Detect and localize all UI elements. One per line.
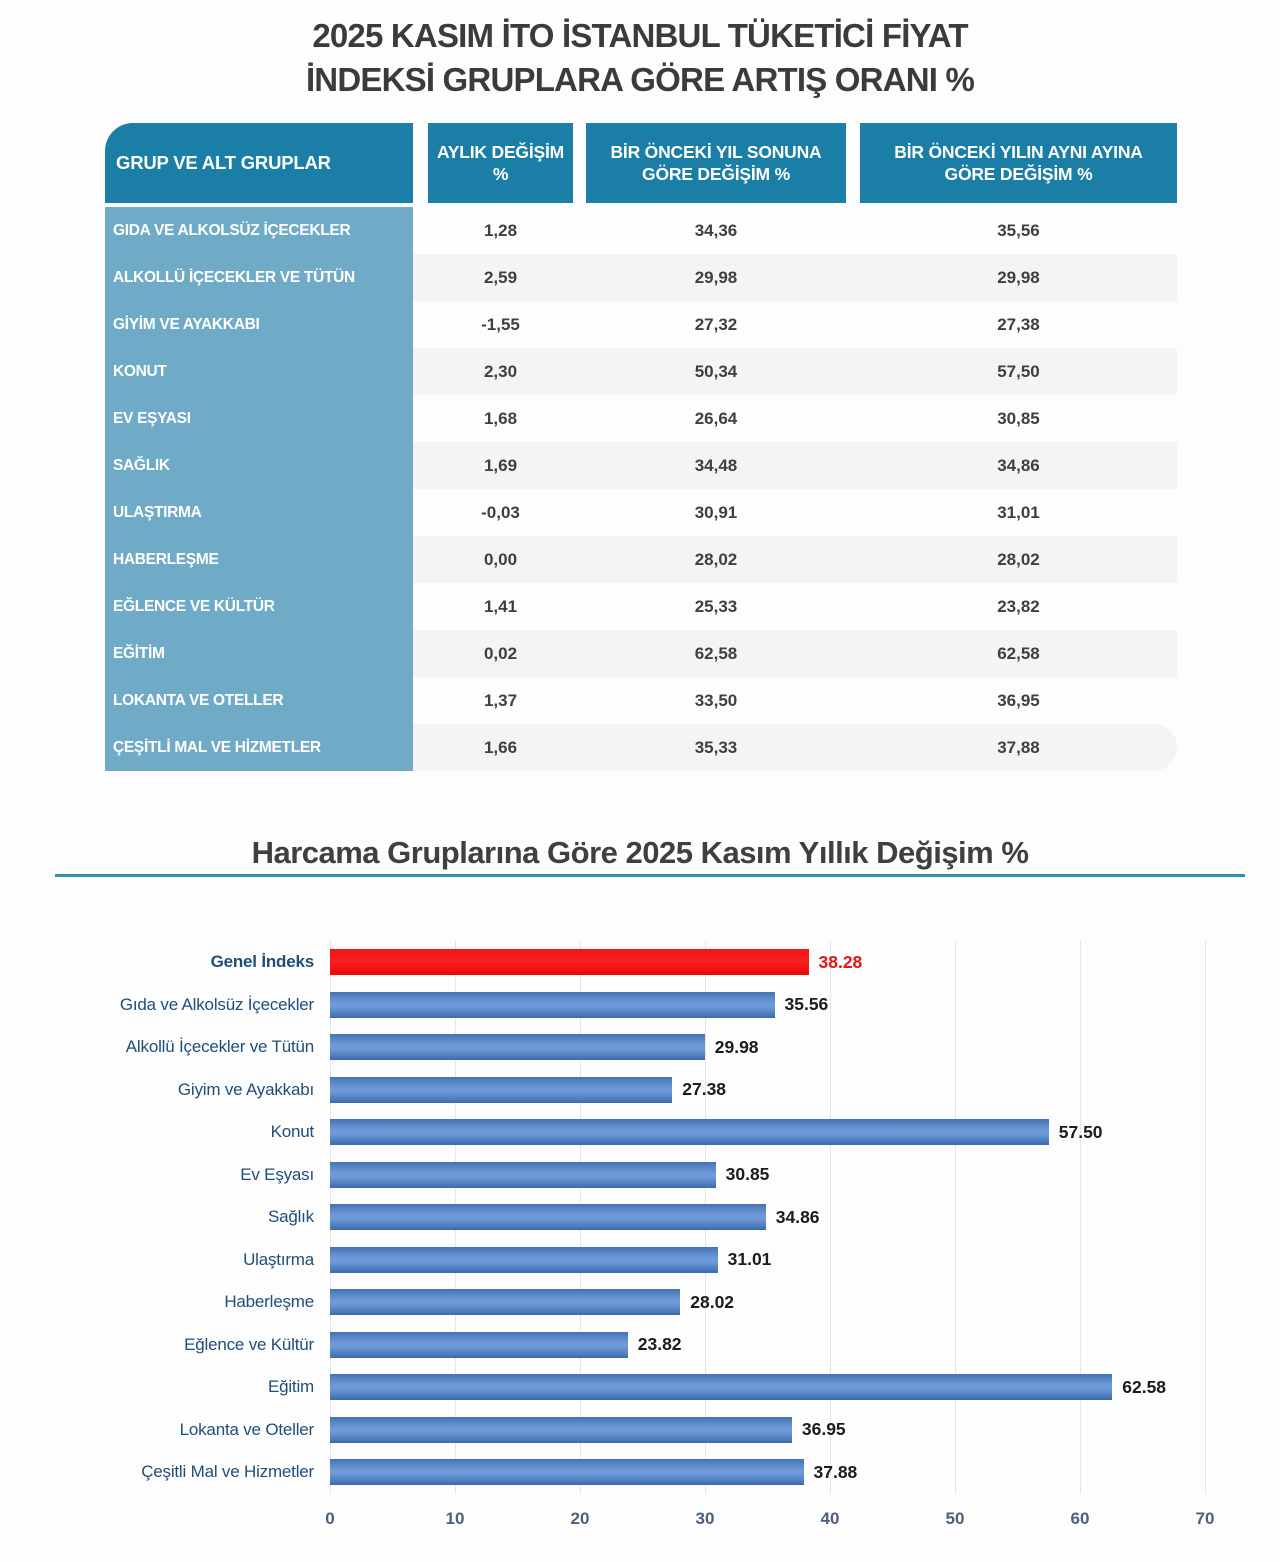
chart-plot-cell (330, 1324, 1205, 1367)
row-label: EĞLENCE VE KÜLTÜR (105, 583, 413, 630)
chart-row (15, 1154, 1265, 1197)
cell-yoy: 57,50 (997, 361, 1040, 381)
col-header-group: GRUP VE ALT GRUPLAR (105, 123, 413, 203)
cell-ytd: 28,02 (694, 549, 738, 569)
chart-bar (330, 949, 809, 975)
cell-ytd: 33,50 (694, 690, 738, 710)
chart-category-label: Eğlence ve Kültür (184, 1334, 314, 1354)
chart-rows (15, 941, 1265, 1494)
x-axis-tick-label: 20 (570, 1508, 590, 1528)
row-values (413, 254, 1177, 301)
row-label: EV EŞYASI (105, 395, 413, 442)
chart-category-label: Haberleşme (224, 1292, 314, 1312)
cell-ytd: 50,34 (694, 361, 738, 381)
table-row (105, 630, 1177, 677)
chart-plot-cell (330, 1111, 1205, 1154)
row-label: GİYİM VE AYAKKABI (105, 301, 413, 348)
cell-monthly: -1,55 (481, 314, 520, 334)
chart-value-label: 34.86 (775, 1206, 820, 1227)
page-title-line2: İNDEKSİ GRUPLARA GÖRE ARTIŞ ORANI % (305, 61, 975, 99)
chart-bar (330, 1247, 718, 1273)
row-label: HABERLEŞME (105, 536, 413, 583)
chart-value-label: 30.85 (725, 1164, 770, 1185)
chart-plot-cell (330, 1196, 1205, 1239)
chart-bar (330, 1289, 680, 1315)
cell-ytd: 26,64 (694, 408, 738, 428)
table-row (105, 677, 1177, 724)
table-row (105, 442, 1177, 489)
cell-yoy: 23,82 (997, 596, 1040, 616)
row-label: SAĞLIK (105, 442, 413, 489)
chart-value-label: 23.82 (637, 1334, 682, 1355)
cell-monthly: 0,00 (483, 549, 518, 569)
chart-plot-cell (330, 1409, 1205, 1452)
cell-yoy: 34,86 (997, 455, 1040, 475)
chart-bar (330, 1119, 1049, 1145)
x-axis-tick-label: 70 (1195, 1508, 1215, 1528)
cell-monthly: 1,68 (483, 408, 518, 428)
chart-plot-cell (330, 1026, 1205, 1069)
row-values (413, 489, 1177, 536)
chart-plot-cell (330, 984, 1205, 1027)
chart-row (15, 1366, 1265, 1409)
cell-ytd: 25,33 (694, 596, 738, 616)
row-values (413, 395, 1177, 442)
chart-bar (330, 1332, 628, 1358)
row-label: EĞİTİM (105, 630, 413, 677)
chart-category-label: Giyim ve Ayakkabı (177, 1079, 314, 1099)
cell-yoy: 27,38 (997, 314, 1040, 334)
page-title (75, 14, 1205, 102)
cpi-table (105, 123, 1177, 771)
chart-row (15, 1409, 1265, 1452)
chart-value-label: 29.98 (714, 1036, 759, 1057)
chart-category-label: Ulaştırma (243, 1249, 314, 1269)
cell-yoy: 35,56 (997, 220, 1040, 240)
chart-category-label: Konut (270, 1122, 314, 1142)
x-axis-tick-label: 50 (945, 1508, 965, 1528)
cell-ytd: 34,36 (694, 220, 738, 240)
table-header-row (105, 123, 1177, 203)
cell-monthly: 1,41 (483, 596, 518, 616)
chart-row (15, 1281, 1265, 1324)
cell-monthly: 1,69 (483, 455, 518, 475)
row-values (413, 442, 1177, 489)
cell-monthly: 1,66 (483, 737, 518, 757)
x-axis-tick-label: 40 (820, 1508, 840, 1528)
chart-bar (330, 992, 775, 1018)
chart-category-label: Alkollü İçecekler ve Tütün (125, 1037, 314, 1057)
chart-plot-cell (330, 1154, 1205, 1197)
row-label: ÇEŞİTLİ MAL VE HİZMETLER (105, 724, 413, 771)
table-row (105, 536, 1177, 583)
table-row (105, 348, 1177, 395)
row-values (413, 348, 1177, 395)
chart-value-label: 28.02 (690, 1291, 735, 1312)
table-row (105, 254, 1177, 301)
chart-plot-cell (330, 941, 1205, 984)
chart-row (15, 984, 1265, 1027)
cell-monthly: 0,02 (483, 643, 518, 663)
row-values (413, 677, 1177, 724)
table-body (105, 207, 1177, 771)
chart-value-label: 38.28 (818, 951, 863, 972)
row-label: ALKOLLÜ İÇECEKLER VE TÜTÜN (105, 254, 413, 301)
cell-ytd: 29,98 (694, 267, 738, 287)
chart-title: Harcama Gruplarına Göre 2025 Kasım Yıllık Değişim % (251, 835, 1029, 870)
chart-value-label: 31.01 (727, 1249, 772, 1270)
chart-plot-cell (330, 1239, 1205, 1282)
chart-value-label: 35.56 (784, 994, 829, 1015)
cell-ytd: 27,32 (694, 314, 738, 334)
chart-category-label: Ev Eşyası (240, 1164, 314, 1184)
chart-row (15, 1451, 1265, 1494)
chart-bar (330, 1374, 1112, 1400)
cell-ytd: 62,58 (694, 643, 738, 663)
col-header-monthly: AYLIK DEĞİŞİM % (428, 123, 573, 203)
chart-bar (330, 1077, 672, 1103)
row-values (413, 207, 1177, 254)
table-row (105, 583, 1177, 630)
chart-row (15, 1069, 1265, 1112)
chart-row (15, 941, 1265, 984)
row-label: LOKANTA VE OTELLER (105, 677, 413, 724)
cell-yoy: 62,58 (997, 643, 1040, 663)
row-values (413, 536, 1177, 583)
chart-row (15, 1196, 1265, 1239)
chart-x-axis (325, 1508, 1215, 1537)
row-label: ULAŞTIRMA (105, 489, 413, 536)
cell-ytd: 30,91 (694, 502, 738, 522)
row-values (413, 301, 1177, 348)
row-values (413, 583, 1177, 630)
cell-yoy: 28,02 (997, 549, 1040, 569)
bar-chart (15, 941, 1265, 1537)
row-label: KONUT (105, 348, 413, 395)
col-header-ytd: BİR ÖNCEKİ YIL SONUNA GÖRE DEĞİŞİM % (586, 123, 846, 203)
row-values (413, 630, 1177, 677)
cell-yoy: 31,01 (997, 502, 1040, 522)
x-axis-tick-label: 10 (445, 1508, 465, 1528)
chart-category-label: Sağlık (267, 1207, 314, 1227)
x-axis-tick-label: 0 (325, 1508, 335, 1528)
table-row (105, 207, 1177, 254)
chart-value-label: 36.95 (801, 1419, 846, 1440)
page-title-line1: 2025 KASIM İTO İSTANBUL TÜKETİCİ FİYAT (312, 17, 968, 54)
cell-monthly: 2,30 (483, 361, 518, 381)
cell-yoy: 37,88 (997, 737, 1040, 757)
cell-yoy: 36,95 (997, 690, 1040, 710)
cell-monthly: 1,37 (483, 690, 518, 710)
chart-plot-cell (330, 1281, 1205, 1324)
x-axis-tick-label: 30 (695, 1508, 715, 1528)
cell-monthly: -0,03 (481, 502, 520, 522)
chart-value-label: 27.38 (682, 1079, 727, 1100)
table-row (105, 395, 1177, 442)
chart-row (15, 1239, 1265, 1282)
table-row (105, 489, 1177, 536)
chart-plot-cell (330, 1069, 1205, 1112)
chart-category-label: Gıda ve Alkolsüz İçecekler (119, 994, 314, 1014)
cell-monthly: 2,59 (483, 267, 518, 287)
chart-row (15, 1324, 1265, 1367)
chart-bar (330, 1034, 705, 1060)
chart-category-label: Eğitim (267, 1377, 314, 1397)
x-axis-tick-label: 60 (1070, 1508, 1090, 1528)
chart-plot-cell (330, 1366, 1205, 1409)
cell-yoy: 30,85 (997, 408, 1040, 428)
row-label: GIDA VE ALKOLSÜZ İÇECEKLER (105, 207, 413, 254)
chart-title-underline (55, 874, 1245, 877)
table-row (105, 724, 1177, 771)
chart-bar (330, 1459, 804, 1485)
chart-row (15, 1026, 1265, 1069)
table-row (105, 301, 1177, 348)
chart-category-label: Lokanta ve Oteller (179, 1419, 314, 1439)
col-header-yoy: BİR ÖNCEKİ YILIN AYNI AYINA GÖRE DEĞİŞİM % (860, 123, 1177, 203)
chart-value-label: 57.50 (1058, 1121, 1103, 1142)
chart-value-label: 62.58 (1122, 1376, 1167, 1397)
chart-plot-cell (330, 1451, 1205, 1494)
cell-yoy: 29,98 (997, 267, 1040, 287)
chart-bar (330, 1162, 716, 1188)
chart-category-label: Genel İndeks (210, 952, 314, 972)
chart-row (15, 1111, 1265, 1154)
cell-ytd: 34,48 (694, 455, 738, 475)
cell-monthly: 1,28 (483, 220, 518, 240)
chart-bar (330, 1204, 766, 1230)
chart-category-label: Çeşitli Mal ve Hizmetler (141, 1462, 314, 1482)
row-values (413, 724, 1177, 771)
chart-bar (330, 1417, 792, 1443)
cell-ytd: 35,33 (694, 737, 738, 757)
chart-value-label: 37.88 (813, 1461, 858, 1482)
